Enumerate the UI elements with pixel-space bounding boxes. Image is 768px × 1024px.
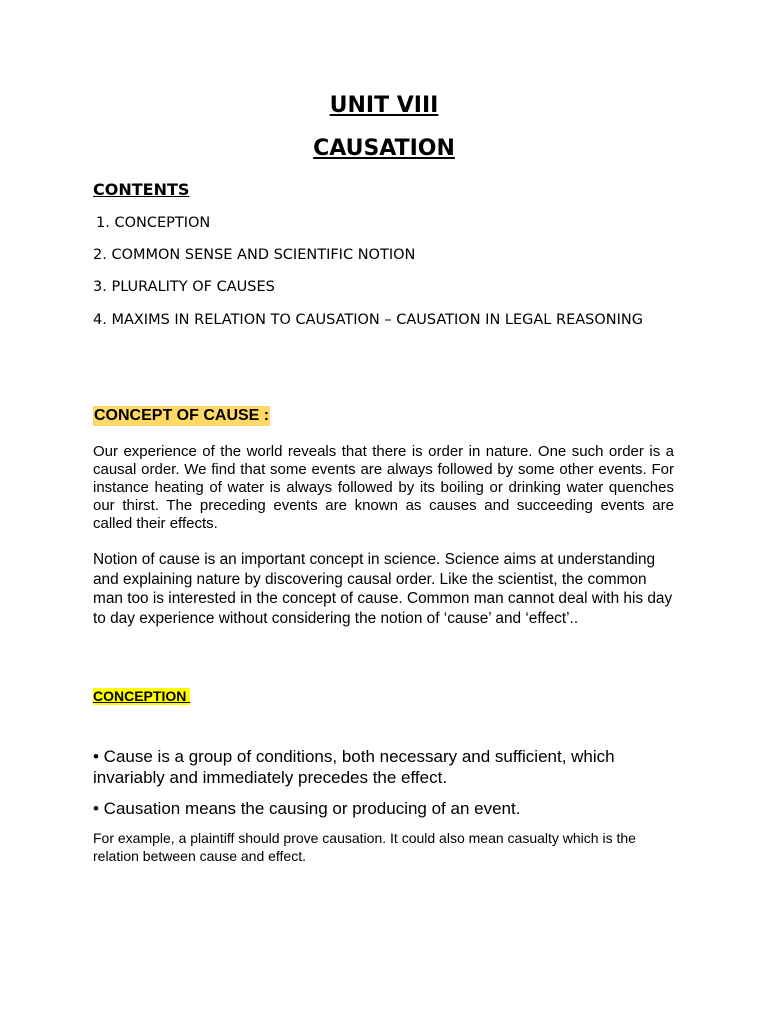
contents-heading: CONTENTS <box>93 180 190 199</box>
bullet-causation-definition: • Causation means the causing or producing of an event. <box>93 799 521 818</box>
conception-heading: CONCEPTION <box>93 688 191 704</box>
paragraph-example: For example, a plaintiff should prove causation. It could also mean casualty which is the relation between cause and effect. <box>93 830 636 864</box>
unit-title: UNIT VIII <box>329 93 439 118</box>
toc-item-maxims: 4. MAXIMS IN RELATION TO CAUSATION – CAUSATION IN LEGAL REASONING <box>93 312 643 328</box>
bullet-cause-definition: • Cause is a group of conditions, both necessary and sufficient, which invariably and immediately precedes the effect. <box>93 747 615 787</box>
toc-item-common-sense: 2. COMMON SENSE AND SCIENTIFIC NOTION <box>93 247 416 263</box>
toc-item-plurality: 3. PLURALITY OF CAUSES <box>93 279 275 295</box>
paragraph-causal-order: Our experience of the world reveals that there is order in nature. One such order is a causal order. We find that some events are always followed by some other events. For instance heating of water is always followed by its boiling or drinking water quenches our thirst. The preceding events are known as causes and succeeding events are called their effects. <box>93 443 674 532</box>
concept-of-cause-heading: CONCEPT OF CAUSE : <box>94 407 270 424</box>
toc-item-conception: 1. CONCEPTION <box>96 215 211 231</box>
page-title: CAUSATION <box>313 136 455 161</box>
paragraph-notion-of-cause: Notion of cause is an important concept in science. Science aims at understanding and explaining nature by discovering causal order. Like the scientist, the common man too is interested in the concept of cause. Common man cannot deal with his day to day experience without considering the notion of ‘cause’ and ‘effect’.. <box>93 551 673 628</box>
